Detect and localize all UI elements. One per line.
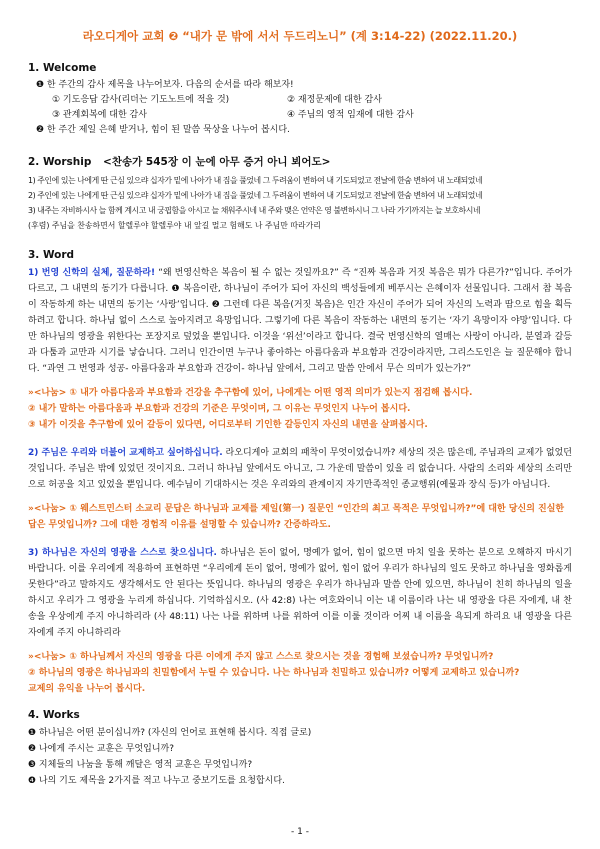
word-paragraph-3 (28, 545, 572, 641)
worship-lyric-line: 1) 주인에 있는 나에게 딴 근심 있으랴 십자가 밑에 나아가 내 짐을 풀었네 그 두려움이 변하여 내 기도되었고 전날에 한숨 변하여 내 노래되었네 (28, 176, 483, 185)
works-item: ❸ 지체들의 나눔을 통해 깨달은 영적 교훈은 무엇입니까? (28, 760, 253, 770)
worship-lyric-line: (후렴) 주님을 찬송하면서 할렐루야 할렐루야 내 앞길 멀고 험해도 나 주님만 따라가리 (28, 221, 321, 230)
worship-heading-label: 2. Worship (28, 156, 92, 168)
welcome-items-row-1 (28, 93, 572, 108)
welcome-item: ① 기도응답 감사(리더는 기도노트에 적을 것) (52, 95, 230, 105)
welcome-item: ② 재정문제에 대한 감사 (287, 95, 382, 105)
word-paragraph-2-body: 라오디게아 교회의 패착이 무엇이었습니까? 세상의 것은 많은데, 주님과의 교제가 없었던 것입니다. 주님은 밖에 있었던 것이지요. 그러니 하나님 앞에서도 아니고, 그 가운데 말씀이 있을 리 없습니다. 사람의 소리와 세상의 소리만으로 허공을 치고 있었을 뿐입니다. 예수님이 기대하시는 것은 우리와의 관계이지 자기만족적인 종교행위(예물과 장식 등)가 아닙니다. (28, 448, 572, 490)
word-paragraph-3-heading: 3) 하나님은 자신의 영광을 스스로 찾으십니다. (28, 548, 217, 558)
worship-section (28, 154, 572, 233)
welcome-section (28, 62, 572, 138)
works-item: ❶ 하나님은 어떤 분이십니까? (자신의 언어로 표현해 봅시다. 직접 글로) (28, 728, 312, 738)
word-section (28, 249, 572, 697)
word-paragraph-2 (28, 445, 572, 493)
word-paragraph-2-heading: 2) 주님은 우리와 더불어 교제하고 싶어하십니다. (28, 448, 223, 458)
works-heading: 4. Works (28, 709, 80, 721)
welcome-item: ④ 주님의 영적 임재에 대한 감사 (287, 110, 414, 120)
worship-song-title: <찬송가 545장 이 눈에 아무 증거 아니 뵈어도> (103, 156, 331, 168)
welcome-line-2: ❷ 한 주간 제일 은혜 받거나, 힘이 된 말씀 묵상을 나누어 봅시다. (36, 125, 290, 135)
sharing-question: »<나눔> ① 내가 아름다움과 부요함과 건강을 추구함에 있어, 나에게는 어떤 영적 의미가 있는지 점검해 봅시다. (28, 388, 473, 398)
works-item: ❷ 나에게 주시는 교훈은 무엇입니까? (28, 744, 175, 754)
word-paragraph-1-body: “왜 번영신학은 복음이 될 수 없는 것일까요?” 즉 “진짜 복음과 거짓 복음은 뭐가 다른가?”입니다. 주어가 다르고, 그 내면의 동기가 다릅니다. ❶ 복음이란, 하나님이 주어가 되어 자신의 백성들에게 베푸시는 은혜이자 선물입니다. 그래서 참 복음이 작동하게 하는 내면의 동기는 ‘사랑’입니다. ❷ 그런데 다른 복음(거짓 복음)은 인간 자신이 주어가 되어 자신의 노력과 땀으로 힘을 획득하려고 합니다. 하나님 없이 스스로 높아지려고 욕망입니다. 그렇기에 다른 복음이 작동하는 내면의 동기는 ‘자기 욕망이자 야망’입니다. 다만 하나님의 영광을 위한다는 포장지로 덮었을 뿐입니다. 이것을 ‘위선’이라고 합니다. 결국 번영신학의 열매는 사랑이 아니라, 분열과 갈등과 다툼과 교만과 시기를 낳습니다. 그러니 인간이면 누구나 좋아하는 아름다움과 부요함과 건강이라지만, 그리스도인은 늘 질문해야 합니다. “과연 그 번영과 성공- 아름다움과 부요함과 건강이- 하나님 앞에서, 그리고 말씀 안에서 무슨 의미가 있는가?” (28, 268, 572, 374)
word-heading: 3. Word (28, 249, 75, 261)
works-section (28, 709, 572, 789)
welcome-line-1: ❶ 한 주간의 감사 제목을 나누어보자. 다음의 순서를 따라 해보자! (36, 80, 294, 90)
worship-lyric-line: 2) 주인에 있는 나에게 딴 근심 있으랴 십자가 밑에 나아가 내 짐을 풀었네 그 두려움이 변하여 내 기도되었고 전날에 한숨 변하여 내 노래되었네 (28, 191, 483, 200)
sharing-question: ③ 내가 이것을 추구함에 있어 갈등이 있다면, 어디로부터 기인한 갈등인지 자신의 내면을 살펴봅시다. (28, 420, 428, 430)
word-sharing-1 (28, 385, 572, 433)
welcome-item: ③ 관계회복에 대한 감사 (52, 110, 147, 120)
worship-heading (28, 154, 572, 169)
sharing-question: ② 내가 말하는 아름다움과 부요함과 건강의 기준은 무엇이며, 그 이유는 무엇인지 나누어 봅시다. (28, 404, 411, 414)
worship-lyric-line: 3) 내주는 자비하시사 늘 함께 계시고 내 궁핍함을 아시고 늘 채워주시네 내 주와 맺은 언약은 영 불변하시니 그 나라 가기까지는 늘 보호하시네 (28, 206, 481, 215)
works-item: ❹ 나의 기도 제목을 2가지를 적고 나누고 중보기도를 요청합시다. (28, 776, 285, 786)
sharing-question: »<나눔> ① 하나님께서 자신의 영광을 다른 이에게 주지 않고 스스로 찾으시는 것을 경험해 보셨습니까? 무엇입니까? (28, 652, 494, 662)
word-paragraph-3-body: 하나님은 돈이 없어, 명예가 없어, 힘이 없으면 마치 일을 못하는 분으로 오해하지 마시기 바랍니다. 이를 우리에게 적용하여 표현하면 “우리에게 돈이 없어, 명예가 없어, 힘이 없어 우리가 하나님의 일도 못하고 하나님을 영화롭게 못한다”라고 말하지도 생각해서도 안 된다는 뜻입니다. 하나님의 영광은 우리가 하나님과 말씀 안에 있으면, 하나님이 친히 하나님의 일을 하시고 우리가 그 영광을 누리게 하십니다. 기억하십시오. (사 42:8) 나는 여호와이니 이는 내 이름이라 나는 내 영광을 다른 자에게, 내 찬송을 우상에게 주지 아니하리라 (사 48:11) 나는 나를 위하며 나를 위하여 이를 이룰 것이라 어찌 내 이름을 욕되게 하리요 내 영광을 다른 자에게 주지 아니하리라 (28, 548, 572, 638)
sharing-question: »<나눔> ① 웨스트민스터 소교리 문답은 하나님과 교제를 제일(第一) 질문인 “인간의 최고 목적은 무엇입니까?”에 대한 당신의 진실한 답은 무엇입니까? 그에 대한 경험적 이유를 설명할 수 있습니까? 간증하라도. (28, 504, 565, 530)
word-sharing-3 (28, 649, 572, 697)
word-paragraph-1 (28, 265, 572, 377)
sharing-question: 교제의 유익을 나누어 봅시다. (28, 684, 146, 694)
welcome-items-row-2 (28, 108, 572, 123)
page-number: - 1 - (291, 827, 309, 837)
document-title: 라오디게아 교회 ❷ “내가 문 밖에 서서 두드리노니” (계 3:14-22) (2022.11.20.) (82, 29, 518, 43)
word-paragraph-1-heading: 1) 번영 신학의 실체, 질문하라! (28, 268, 156, 278)
welcome-heading: 1. Welcome (28, 62, 97, 74)
word-sharing-2 (28, 501, 572, 533)
sharing-question: ② 하나님의 영광은 하나님과의 친밀함에서 누릴 수 있습니다. 나는 하나님과 친밀하고 있습니까? 어떻게 교제하고 있습니까? (28, 668, 520, 678)
